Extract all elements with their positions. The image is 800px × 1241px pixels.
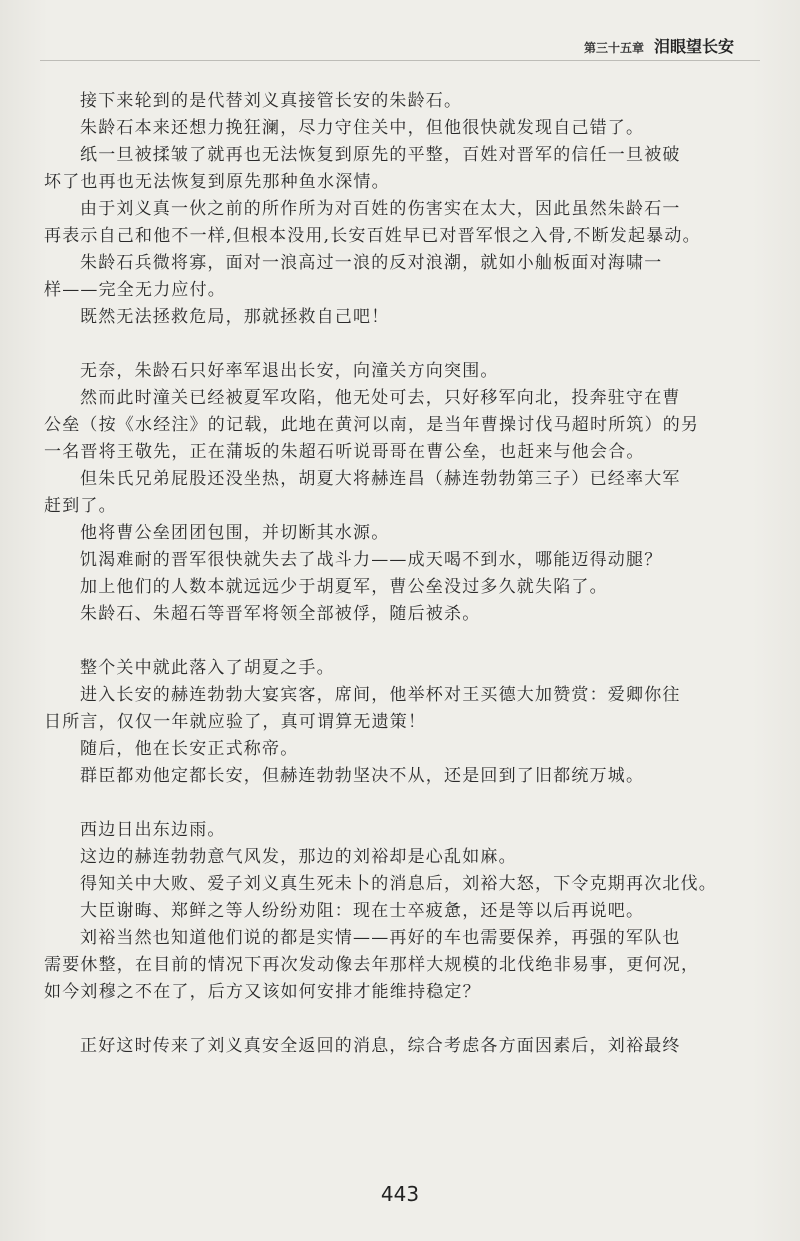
paragraph-line: 朱龄石、朱超石等晋军将领全部被俘，随后被杀。: [80, 604, 481, 624]
paragraph-line: 这边的赫连勃勃意气风发，那边的刘裕却是心乱如麻。: [80, 847, 517, 867]
paragraph-line: 纸一旦被揉皱了就再也无法恢复到原先的平整，百姓对晋军的信任一旦被破: [80, 145, 681, 165]
running-header: [584, 34, 734, 57]
paragraph-line: 如今刘穆之不在了，后方又该如何安排才能维持稳定？: [44, 982, 481, 1002]
paragraph-line: 刘裕当然也知道他们说的都是实情——再好的车也需要保养，再强的军队也: [80, 928, 681, 948]
paragraph-line: 群臣都劝他定都长安，但赫连勃勃坚决不从，还是回到了旧都统万城。: [80, 766, 645, 786]
paragraph-line: 无奈，朱龄石只好率军退出长安，向潼关方向突围。: [80, 361, 499, 381]
paragraph-line: 日所言，仅仅一年就应验了，真可谓算无遗策！: [44, 712, 427, 732]
paragraph-line: 然而此时潼关已经被夏军攻陷，他无处可去，只好移军向北，投奔驻守在曹: [80, 388, 681, 408]
paragraph-line: 进入长安的赫连勃勃大宴宾客，席间，他举杯对王买德大加赞赏：爱卿你往: [80, 685, 681, 705]
chapter-title: 泪眼望长安: [653, 37, 734, 56]
paragraph-line: 他将曹公垒团团包围，并切断其水源。: [80, 523, 390, 543]
paragraph-line: 整个关中就此落入了胡夏之手。: [80, 658, 335, 678]
paragraph-line: 由于刘义真一伙之前的所作所为对百姓的伤害实在太大，因此虽然朱龄石一: [80, 199, 681, 219]
paragraph-line: 接下来轮到的是代替刘义真接管长安的朱龄石。: [80, 91, 463, 111]
paragraph-line: 西边日出东边雨。: [80, 820, 226, 840]
header-divider: [40, 60, 760, 61]
paragraph-line: 饥渴难耐的晋军很快就失去了战斗力——成天喝不到水，哪能迈得动腿？: [80, 550, 663, 570]
paragraph-line: 赶到了。: [44, 496, 117, 516]
paragraph-line: 样——完全无力应付。: [44, 280, 226, 300]
paragraph-line: 既然无法拯救危局，那就拯救自己吧！: [80, 307, 390, 327]
paragraph-line: 得知关中大败、爱子刘义真生死未卜的消息后，刘裕大怒，下令克期再次北伐。: [80, 874, 717, 894]
paragraph-line: 需要休整，在目前的情况下再次发动像去年那样大规模的北伐绝非易事，更何况，: [44, 955, 700, 975]
paragraph-line: 一名晋将王敬先，正在蒲坂的朱超石听说哥哥在曹公垒，也赶来与他会合。: [44, 442, 645, 462]
chapter-label: 第三十五章: [583, 41, 644, 55]
paragraph-line: 大臣谢晦、郑鲜之等人纷纷劝阻：现在士卒疲惫，还是等以后再说吧。: [80, 901, 645, 921]
paragraph-line: 朱龄石兵微将寡，面对一浪高过一浪的反对浪潮，就如小舢板面对海啸一: [80, 253, 663, 273]
paragraph-line: 但朱氏兄弟屁股还没坐热，胡夏大将赫连昌（赫连勃勃第三子）已经率大军: [80, 469, 681, 489]
paragraph-line: 朱龄石本来还想力挽狂澜，尽力守住关中，但他很快就发现自己错了。: [80, 118, 645, 138]
page-number: 443: [380, 1182, 420, 1206]
paragraph-line: 再表示自己和他不一样,但根本没用,长安百姓早已对晋军恨之入骨,不断发起暴动。: [44, 226, 701, 246]
paragraph-line: 坏了也再也无法恢复到原先那种鱼水深情。: [44, 172, 390, 192]
paragraph-line: 正好这时传来了刘义真安全返回的消息，综合考虑各方面因素后，刘裕最终: [80, 1036, 681, 1056]
paragraph-line: 公垒（按《水经注》的记载，此地在黄河以南，是当年曹操讨伐马超时所筑）的另: [44, 415, 700, 435]
paragraph-line: 随后，他在长安正式称帝。: [80, 739, 299, 759]
paragraph-line: 加上他们的人数本就远远少于胡夏军，曹公垒没过多久就失陷了。: [80, 577, 608, 597]
body-text: [44, 88, 750, 1060]
